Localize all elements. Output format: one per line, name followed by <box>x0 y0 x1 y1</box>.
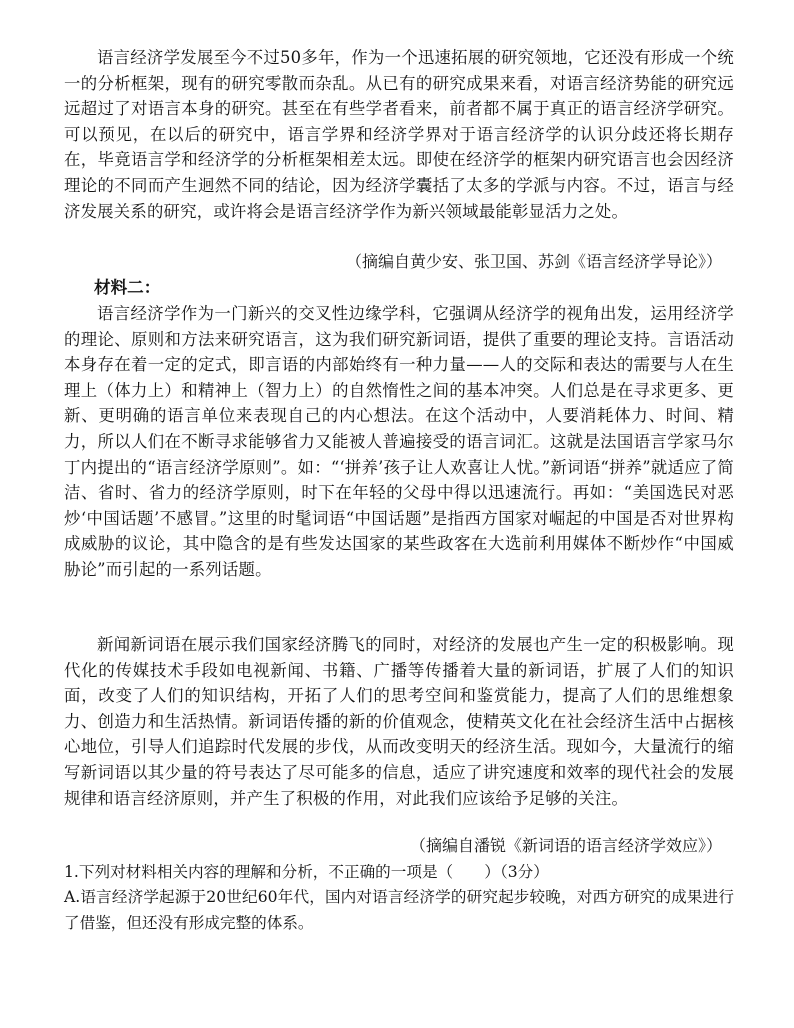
option-a: A.语言经济学起源于20世纪60年代，国内对语言经济学的研究起步较晚，对西方研究的成果进行了借鉴，但还没有形成完整的体系。 <box>64 888 734 932</box>
paragraph-material-1: 语言经济学发展至今不过50多年，作为一个迅速拓展的研究领地，它还没有形成一个统一的分析框架，现有的研究零散而杂乱。从已有的研究成果来看，对语言经济势能的研究远远超过了对语言本身的研究。甚至在有些学者看来，前者都不属于真正的语言经济学研究。可以预见，在以后的研究中，语言学界和经济学界对于语言经济学的认识分歧还将长期存在，毕竟语言学和经济学的分析框架相差太远。即使在经济学的框架内研究语言也会因经济理论的不同而产生迥然不同的结论，因为经济学囊括了太多的学派与内容。不过，语言与经济发展关系的研究，或许将会是语言经济学作为新兴领域最能彰显活力之处。 <box>64 48 734 221</box>
material-2-heading: 材料二： <box>94 278 161 297</box>
paragraph-material-3: 新闻新词语在展示我们国家经济腾飞的同时，对经济的发展也产生一定的积极影响。现代化的传媒技术手段如电视新闻、书籍、广播等传播着大量的新词语，扩展了人们的知识面，改变了人们的知识结构，开拓了人们的思考空间和鉴赏能力，提高了人们的思维想象力、创造力和生活热情。新词语传播的新的价值观念，使精英文化在社会经济生活中占据核心地位，引导人们追踪时代发展的步伐，从而改变明天的经济生活。现如今，大量流行的缩写新词语以其少量的符号表达了尽可能多的信息，适应了讲究速度和效率的现代社会的发展规律和语言经济原则，并产生了积极的作用，对此我们应该给予足够的关注。 <box>64 635 734 808</box>
question-1: 1.下列对材料相关内容的理解和分析，不正确的一项是（ ）（3分） <box>64 863 549 881</box>
paragraph-material-2: 语言经济学作为一门新兴的交叉性边缘学科，它强调从经济学的视角出发，运用经济学的理论、原则和方法来研究语言，这为我们研究新词语，提供了重要的理论支持。言语活动本身存在着一定的定式，即言语的内部始终有一种力量——人的交际和表达的需要与人在生理上（体力上）和精神上（智力上）的自然惰性之间的基本冲突。人们总是在寻求更多、更新、更明确的语言单位来表现自己的内心想法。在这个活动中，人要消耗体力、时间、精力，所以人们在不断寻求能够省力又能被人普遍接受的语言词汇。这就是法国语言学家马尔丁内提出的“语言经济学原则”。如：“‘拼养’孩子让人欢喜让人忧。”新词语“拼养”就适应了简洁、省时、省力的经济学原则，时下在年轻的父母中得以迅速流行。再如：“美国选民对恶炒‘中国话题’不感冒。”这里的时髦词语“中国话题”是指西方国家对崛起的中国是否对世界构成威胁的议论，其中隐含的是有些发达国家的某些政客在大选前利用媒体不断炒作“中国威胁论”而引起的一系列话题。 <box>64 304 734 579</box>
source-citation-1: （摘编自黄少安、张卫国、苏剑《语言经济学导论》） <box>345 252 722 271</box>
source-citation-2: （摘编自潘锐《新词语的语言经济学效应》） <box>409 836 722 855</box>
